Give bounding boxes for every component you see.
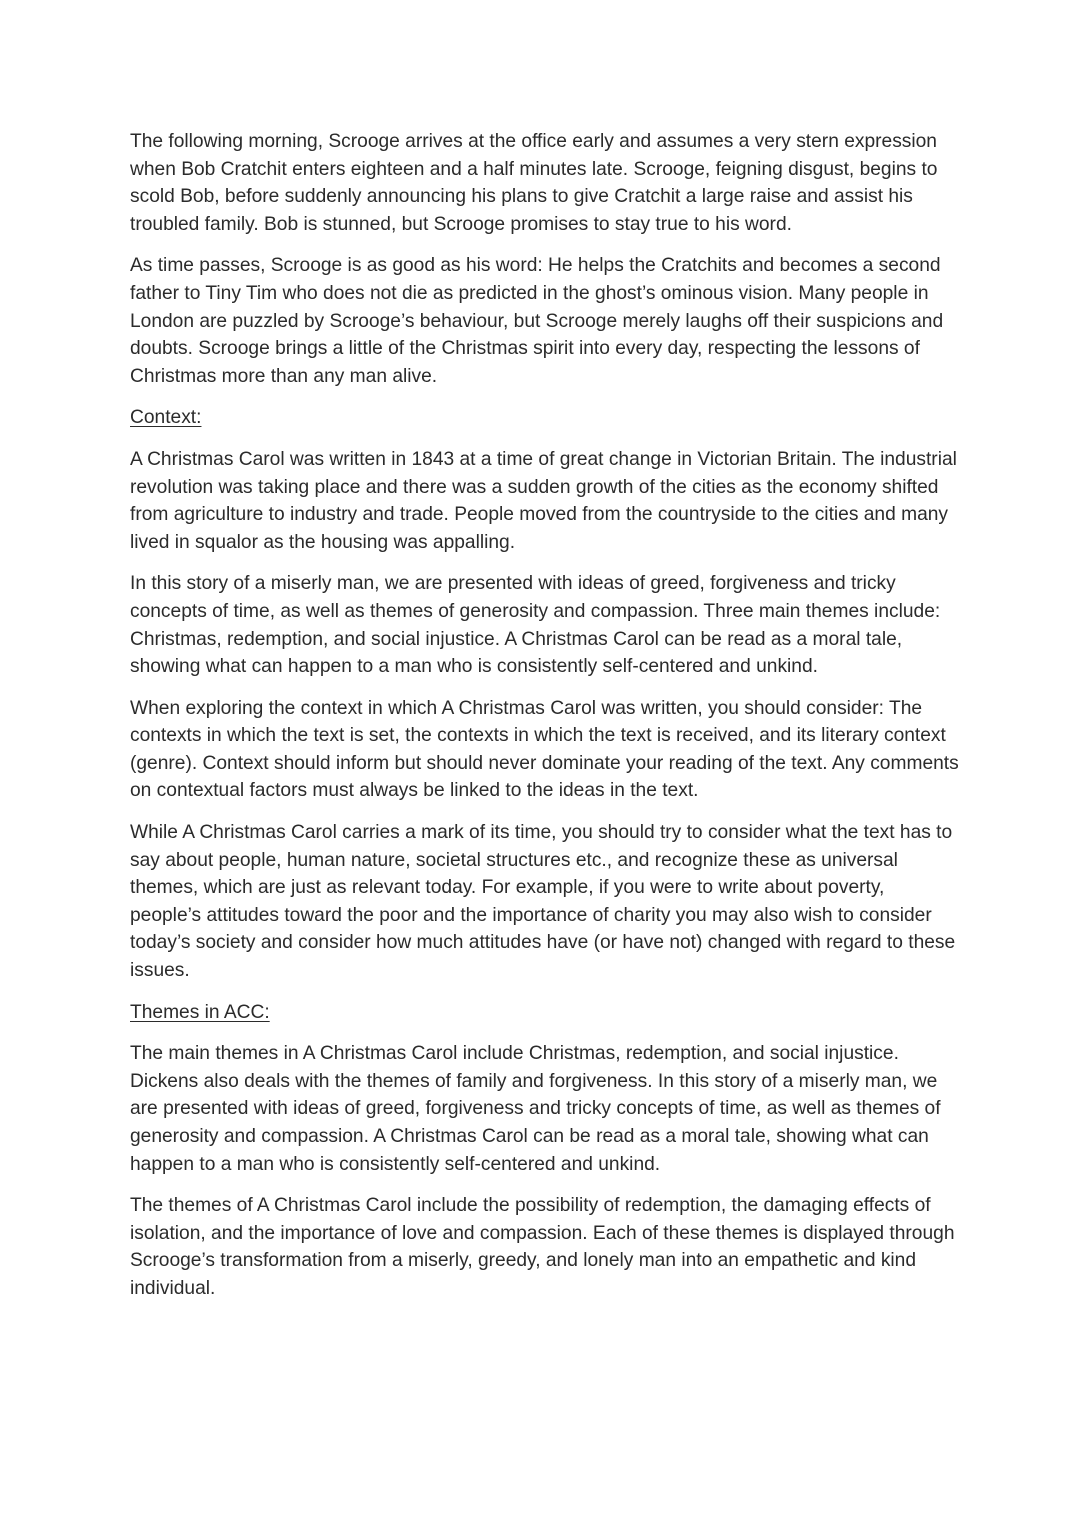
paragraph-time-passes: As time passes, Scrooge is as good as his word: He helps the Cratchits and becomes a second father to Tiny Tim who does not die as predicted in the ghost’s ominous vision. Many people in London are puzzled by Scrooge’s behaviour, but Scrooge merely laughs off their suspicions and doubts. Scrooge brings a little of the Christmas spirit into every day, respecting the lessons of Christmas more than any man alive. [130, 255, 944, 387]
heading-themes: Themes in ACC: [130, 1001, 270, 1023]
paragraph-context-1843: A Christmas Carol was written in 1843 at a time of great change in Victorian Britain. The industrial revolution was taking place and there was a sudden growth of the cities as the economy shifted from agriculture to industry and trade. People moved from the countryside to the cities and many lived in squalor as the housing was appalling. [130, 448, 957, 553]
paragraph-themes-redemption: The themes of A Christmas Carol include the possibility of redemption, the damaging effects of isolation, and the importance of love and compassion. Each of these themes is displayed through Scrooge’s transformation from a miserly, greedy, and lonely man into an empathetic and kind individual. [130, 1195, 955, 1299]
paragraph-mark-of-its-time: While A Christmas Carol carries a mark of its time, you should try to consider what the text has to say about people, human nature, societal structures etc., and recognize these as universal themes, which are just as relevant today. For example, if you were to write about poverty, people’s attitudes toward the poor and the importance of charity you may also wish to consider today’s society and consider how much attitudes have (or have not) changed with regard to these issues. [130, 822, 956, 982]
document-page [130, 128, 960, 1317]
heading-context: Context: [130, 407, 202, 429]
paragraph-exploring-context: When exploring the context in which A Christmas Carol was written, you should consider: The contexts in which the text is set, the contexts in which the text is received, and its literary context (genre). Context should inform but should never dominate your reading of the text. Any comments on contextual factors must always be linked to the ideas in the text. [130, 697, 959, 802]
paragraph-following-morning: The following morning, Scrooge arrives at the office early and assumes a very stern expression when Bob Cratchit enters eighteen and a half minutes late. Scrooge, feigning disgust, begins to scold Bob, before suddenly announcing his plans to give Cratchit a large raise and assist his troubled family. Bob is stunned, but Scrooge promises to stay true to his word. [130, 131, 938, 235]
paragraph-miserly-man: In this story of a miserly man, we are presented with ideas of greed, forgiveness and tricky concepts of time, as well as themes of generosity and compassion. Three main themes include: Christmas, redemption, and social injustice. A Christmas Carol can be read as a moral tale, showing what can happen to a man who is consistently self-centered and unkind. [130, 573, 941, 678]
paragraph-main-themes: The main themes in A Christmas Carol include Christmas, redemption, and social injustice. Dickens also deals with the themes of family and forgiveness. In this story of a miserly man, we are presented with ideas of greed, forgiveness and tricky concepts of time, as well as themes of generosity and compassion. A Christmas Carol can be read as a moral tale, showing what can happen to a man who is consistently self-centered and unkind. [130, 1043, 941, 1175]
